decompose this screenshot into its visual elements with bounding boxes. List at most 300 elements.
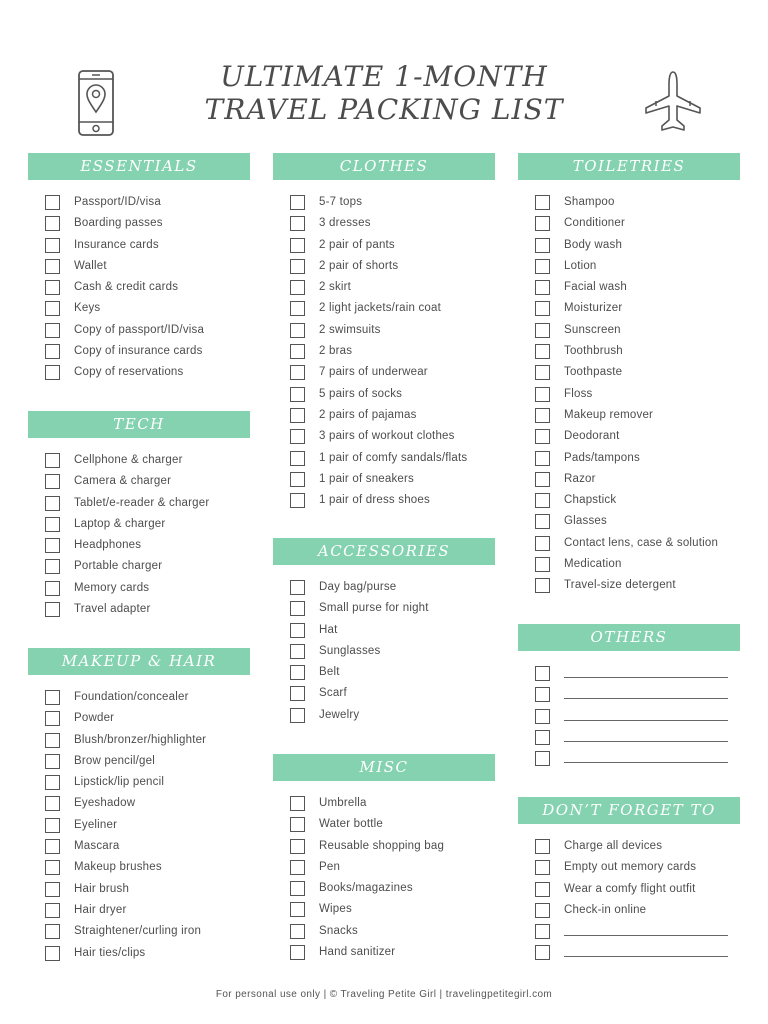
checklist-item-label: Chapstick bbox=[564, 494, 617, 507]
checkbox[interactable] bbox=[45, 754, 60, 769]
checkbox[interactable] bbox=[290, 451, 305, 466]
checklist-item-label: Portable charger bbox=[74, 560, 163, 573]
checklist-item-label: Day bag/purse bbox=[319, 581, 397, 593]
checklist-item bbox=[273, 707, 495, 728]
checklist-item-label: Mascara bbox=[74, 840, 120, 853]
section-toiletries bbox=[518, 153, 740, 592]
checklist-item-label: Cash & credit cards bbox=[74, 281, 179, 294]
checklist-item-label: Water bottle bbox=[319, 818, 383, 831]
checklist bbox=[273, 194, 495, 513]
checkbox[interactable] bbox=[535, 301, 550, 316]
checklist-item bbox=[518, 665, 740, 686]
checklist-item bbox=[518, 237, 740, 258]
checklist-item-label: 2 pair of shorts bbox=[319, 259, 399, 272]
checklist-item-label: 2 pairs of pajamas bbox=[319, 408, 417, 421]
checkbox[interactable] bbox=[45, 690, 60, 705]
checkbox[interactable] bbox=[45, 882, 60, 897]
checklist-item-label: 2 light jackets/rain coat bbox=[319, 302, 441, 315]
checklist-item-label: Straightener/curling iron bbox=[74, 925, 202, 938]
checklist-item bbox=[273, 407, 495, 428]
checkbox[interactable] bbox=[290, 644, 305, 659]
checkbox[interactable] bbox=[45, 733, 60, 748]
checklist-item-label: Toothbrush bbox=[564, 345, 623, 358]
checklist-item-label: Toothpaste bbox=[564, 366, 623, 379]
checklist-item-label: 7 pairs of underwear bbox=[319, 366, 428, 379]
checklist bbox=[518, 665, 740, 771]
checklist-item-label: Headphones bbox=[74, 539, 142, 552]
checkbox[interactable] bbox=[45, 818, 60, 833]
checkbox[interactable] bbox=[535, 839, 550, 854]
checklist-item-label: Deodorant bbox=[564, 430, 620, 443]
checklist-item-label: Eyeliner bbox=[74, 818, 118, 831]
checklist-item-label: Snacks bbox=[319, 924, 358, 937]
checkbox[interactable] bbox=[535, 687, 550, 702]
checkbox[interactable] bbox=[45, 711, 60, 726]
checklist-item-label: Insurance cards bbox=[74, 238, 159, 251]
checkbox[interactable] bbox=[45, 280, 60, 295]
checklist-item bbox=[273, 450, 495, 471]
checklist-item-label: Lipstick/lip pencil bbox=[74, 776, 165, 789]
checklist-item bbox=[28, 838, 250, 859]
checklist-item-label: 2 skirt bbox=[319, 281, 352, 294]
checklist-item bbox=[28, 580, 250, 601]
checkbox[interactable] bbox=[290, 665, 305, 680]
checklist-item bbox=[518, 535, 740, 556]
checklist-item-label: Brow pencil/gel bbox=[74, 754, 155, 767]
checklist-item-label: Makeup remover bbox=[564, 408, 654, 421]
section-clothes bbox=[273, 153, 495, 507]
checkbox[interactable] bbox=[535, 924, 550, 939]
checklist bbox=[28, 194, 250, 386]
checklist-item bbox=[28, 945, 250, 966]
blank-write-in-line[interactable] bbox=[564, 741, 728, 742]
checklist-item bbox=[28, 215, 250, 236]
checklist-item bbox=[518, 556, 740, 577]
checkbox[interactable] bbox=[290, 796, 305, 811]
checklist-item bbox=[273, 579, 495, 600]
checklist-item bbox=[518, 729, 740, 750]
checkbox[interactable] bbox=[290, 686, 305, 701]
checkbox[interactable] bbox=[45, 216, 60, 231]
checkbox[interactable] bbox=[45, 581, 60, 596]
checkbox[interactable] bbox=[290, 323, 305, 338]
checkbox[interactable] bbox=[45, 602, 60, 617]
section-heading: ESSENTIALS bbox=[28, 153, 250, 180]
checklist-item-label: Passport/ID/visa bbox=[74, 196, 161, 208]
checklist-item-label: Facial wash bbox=[564, 281, 627, 294]
checklist-item bbox=[273, 279, 495, 300]
checkbox[interactable] bbox=[45, 323, 60, 338]
checklist-item-label: Copy of passport/ID/visa bbox=[74, 323, 205, 336]
section-heading: DON’T FORGET TO bbox=[518, 797, 740, 824]
checkbox[interactable] bbox=[290, 195, 305, 210]
checklist-item bbox=[273, 428, 495, 449]
checklist-item bbox=[518, 838, 740, 859]
checklist-item-label: Hair dryer bbox=[74, 903, 127, 916]
checklist-item bbox=[518, 322, 740, 343]
checklist-item-label: Glasses bbox=[564, 515, 607, 528]
checklist-item bbox=[28, 753, 250, 774]
section-heading: OTHERS bbox=[518, 624, 740, 651]
checkbox[interactable] bbox=[45, 517, 60, 532]
checklist-item-label: Belt bbox=[319, 666, 340, 679]
checklist-item bbox=[28, 774, 250, 795]
checklist-item bbox=[273, 215, 495, 236]
blank-write-in-line[interactable] bbox=[564, 935, 728, 936]
checklist-item bbox=[28, 258, 250, 279]
checklist-item-label: Boarding passes bbox=[74, 217, 163, 230]
checklist-item bbox=[518, 343, 740, 364]
checklist-item bbox=[28, 881, 250, 902]
checklist-item-label: Foundation/concealer bbox=[74, 691, 189, 703]
checklist-item bbox=[273, 685, 495, 706]
checkbox[interactable] bbox=[535, 882, 550, 897]
checklist-item-label: Medication bbox=[564, 558, 622, 571]
checkbox[interactable] bbox=[45, 496, 60, 511]
checklist-item bbox=[518, 300, 740, 321]
checklist-item bbox=[518, 750, 740, 771]
checklist-item-label: 5-7 tops bbox=[319, 196, 363, 208]
checkbox[interactable] bbox=[290, 881, 305, 896]
checklist-item bbox=[273, 471, 495, 492]
checklist-item bbox=[28, 710, 250, 731]
checklist bbox=[28, 452, 250, 622]
checkbox[interactable] bbox=[290, 429, 305, 444]
checklist-item bbox=[273, 901, 495, 922]
checkbox[interactable] bbox=[290, 387, 305, 402]
checkbox[interactable] bbox=[45, 860, 60, 875]
checklist-item bbox=[518, 386, 740, 407]
checkbox[interactable] bbox=[535, 195, 550, 210]
checklist-item bbox=[518, 686, 740, 707]
checkbox[interactable] bbox=[290, 902, 305, 917]
checklist-item bbox=[28, 923, 250, 944]
checklist-item bbox=[28, 558, 250, 579]
checklist-item bbox=[518, 859, 740, 880]
checklist-item-label: Blush/bronzer/highlighter bbox=[74, 733, 207, 746]
checklist-item bbox=[28, 516, 250, 537]
checklist-item bbox=[28, 194, 250, 215]
checklist-item-label: 2 bras bbox=[319, 345, 353, 358]
checklist-item bbox=[28, 817, 250, 838]
checkbox[interactable] bbox=[535, 387, 550, 402]
checkbox[interactable] bbox=[535, 365, 550, 380]
checkbox[interactable] bbox=[535, 751, 550, 766]
checkbox[interactable] bbox=[45, 796, 60, 811]
checklist-item-label: Travel-size detergent bbox=[564, 579, 676, 592]
checklist-item-label: 1 pair of sneakers bbox=[319, 472, 415, 485]
checklist-item bbox=[518, 215, 740, 236]
checklist-item bbox=[273, 322, 495, 343]
checkbox[interactable] bbox=[290, 493, 305, 508]
checkbox[interactable] bbox=[535, 557, 550, 572]
blank-write-in-line[interactable] bbox=[564, 956, 728, 957]
checkbox[interactable] bbox=[535, 945, 550, 960]
blank-write-in-line[interactable] bbox=[564, 720, 728, 721]
checklist-item bbox=[518, 407, 740, 428]
checklist-item bbox=[273, 838, 495, 859]
checklist-item bbox=[273, 880, 495, 901]
checkbox[interactable] bbox=[45, 365, 60, 380]
checkbox[interactable] bbox=[290, 238, 305, 253]
checkbox[interactable] bbox=[45, 903, 60, 918]
checklist-item bbox=[28, 601, 250, 622]
checklist-item-label: Laptop & charger bbox=[74, 517, 166, 530]
checkbox[interactable] bbox=[535, 238, 550, 253]
checklist-item-label: Travel adapter bbox=[74, 603, 151, 616]
checklist-item-label: 2 pair of pants bbox=[319, 238, 395, 251]
checkbox[interactable] bbox=[535, 344, 550, 359]
checklist-item bbox=[518, 428, 740, 449]
checkbox[interactable] bbox=[290, 365, 305, 380]
checklist-item-label: Hair ties/clips bbox=[74, 946, 146, 959]
checkbox[interactable] bbox=[290, 601, 305, 616]
checklist-item bbox=[28, 732, 250, 753]
checkbox[interactable] bbox=[290, 945, 305, 960]
checklist-item bbox=[28, 495, 250, 516]
checklist bbox=[273, 579, 495, 728]
phone-location-icon bbox=[78, 70, 114, 136]
checklist-item bbox=[273, 643, 495, 664]
checklist-item-label: Small purse for night bbox=[319, 602, 429, 615]
checklist-item-label: Sunscreen bbox=[564, 323, 621, 336]
section-essentials bbox=[28, 153, 250, 379]
checklist-item-label: Books/magazines bbox=[319, 882, 413, 895]
checkbox[interactable] bbox=[45, 538, 60, 553]
checklist-item bbox=[28, 537, 250, 558]
checklist-item bbox=[28, 237, 250, 258]
checklist-item bbox=[273, 237, 495, 258]
checklist-item bbox=[28, 279, 250, 300]
checkbox[interactable] bbox=[45, 453, 60, 468]
checkbox[interactable] bbox=[290, 839, 305, 854]
checklist-item bbox=[273, 386, 495, 407]
checklist-item-label: Hair brush bbox=[74, 882, 130, 895]
checklist-item bbox=[273, 300, 495, 321]
checklist-item bbox=[273, 923, 495, 944]
checklist-item bbox=[518, 923, 740, 944]
checklist bbox=[518, 194, 740, 599]
checklist-item-label: 5 pairs of socks bbox=[319, 387, 403, 400]
checklist-item-label: Reusable shopping bag bbox=[319, 839, 445, 852]
checklist-item bbox=[518, 577, 740, 598]
checklist-item bbox=[273, 622, 495, 643]
checklist-item bbox=[273, 194, 495, 215]
checklist-item-label: Scarf bbox=[319, 687, 347, 700]
checkbox[interactable] bbox=[535, 280, 550, 295]
checklist-item bbox=[273, 258, 495, 279]
checklist-item-label: Copy of reservations bbox=[74, 366, 184, 379]
checkbox[interactable] bbox=[290, 472, 305, 487]
checklist-item bbox=[518, 450, 740, 471]
checklist-item-label: Pen bbox=[319, 860, 341, 873]
checklist-item-label: Hand sanitizer bbox=[319, 946, 396, 959]
checklist-item-label: 1 pair of comfy sandals/flats bbox=[319, 451, 468, 464]
checkbox[interactable] bbox=[535, 259, 550, 274]
checkbox[interactable] bbox=[45, 195, 60, 210]
checkbox[interactable] bbox=[45, 474, 60, 489]
checkbox[interactable] bbox=[535, 216, 550, 231]
checkbox[interactable] bbox=[535, 451, 550, 466]
checklist-item bbox=[28, 322, 250, 343]
checklist-item bbox=[28, 452, 250, 473]
checkbox[interactable] bbox=[535, 903, 550, 918]
checkbox[interactable] bbox=[535, 408, 550, 423]
checklist-item bbox=[28, 364, 250, 385]
checklist-item bbox=[518, 258, 740, 279]
checklist-item-label: Wear a comfy flight outfit bbox=[564, 882, 696, 895]
checklist-item bbox=[28, 902, 250, 923]
checklist-item-label: Powder bbox=[74, 712, 115, 725]
checklist-item bbox=[518, 708, 740, 729]
checklist-item-label: Lotion bbox=[564, 259, 597, 272]
checklist-item-label: Jewelry bbox=[319, 708, 360, 721]
checklist-item-label: Body wash bbox=[564, 238, 623, 251]
checkbox[interactable] bbox=[290, 408, 305, 423]
checkbox[interactable] bbox=[535, 472, 550, 487]
checkbox[interactable] bbox=[535, 730, 550, 745]
checkbox[interactable] bbox=[290, 580, 305, 595]
checklist-item-label: Makeup brushes bbox=[74, 861, 162, 874]
checklist-item-label: Empty out memory cards bbox=[564, 861, 697, 874]
checklist-item-label: Keys bbox=[74, 302, 101, 315]
checklist bbox=[518, 838, 740, 966]
section-heading: MISC bbox=[273, 754, 495, 781]
checkbox[interactable] bbox=[535, 323, 550, 338]
checklist-item bbox=[273, 343, 495, 364]
checklist-item-label: Hat bbox=[319, 623, 338, 636]
checklist-item bbox=[28, 343, 250, 364]
checklist-item-label: Floss bbox=[564, 387, 593, 400]
checkbox[interactable] bbox=[290, 280, 305, 295]
section-makeup-hair bbox=[28, 648, 250, 959]
checkbox[interactable] bbox=[45, 775, 60, 790]
checklist-item-label: Wallet bbox=[74, 259, 107, 272]
checkbox[interactable] bbox=[535, 666, 550, 681]
checklist-item bbox=[518, 944, 740, 965]
checklist-item bbox=[273, 816, 495, 837]
checklist-item-label: 3 pairs of workout clothes bbox=[319, 430, 455, 443]
checkbox[interactable] bbox=[535, 709, 550, 724]
checkbox[interactable] bbox=[290, 860, 305, 875]
checkbox[interactable] bbox=[290, 924, 305, 939]
checklist-item-label: Cellphone & charger bbox=[74, 454, 183, 466]
checklist-item-label: Contact lens, case & solution bbox=[564, 536, 719, 549]
checkbox[interactable] bbox=[45, 924, 60, 939]
checklist-item bbox=[518, 513, 740, 534]
section-heading: MAKEUP & HAIR bbox=[28, 648, 250, 675]
checkbox[interactable] bbox=[535, 578, 550, 593]
checklist-item bbox=[273, 600, 495, 621]
checklist-item bbox=[273, 944, 495, 965]
checklist-item bbox=[273, 664, 495, 685]
checkbox[interactable] bbox=[45, 946, 60, 961]
section-tech bbox=[28, 411, 250, 616]
checklist-item bbox=[273, 859, 495, 880]
airplane-icon bbox=[644, 70, 702, 134]
section-heading: TECH bbox=[28, 411, 250, 438]
checkbox[interactable] bbox=[535, 536, 550, 551]
checklist-item bbox=[518, 194, 740, 215]
section-others bbox=[518, 624, 740, 651]
footer-credit: For personal use only | © Traveling Petite Girl | travelingpetitegirl.com bbox=[215, 989, 553, 1000]
checkbox[interactable] bbox=[535, 514, 550, 529]
checklist-item bbox=[28, 300, 250, 321]
checkbox[interactable] bbox=[45, 259, 60, 274]
checklist-item-label: Charge all devices bbox=[564, 840, 663, 852]
checklist-item-label: Pads/tampons bbox=[564, 451, 640, 464]
page-title bbox=[150, 60, 618, 126]
checkbox[interactable] bbox=[535, 429, 550, 444]
section-misc bbox=[273, 754, 495, 959]
checklist-item bbox=[518, 881, 740, 902]
checklist-item-label: Sunglasses bbox=[319, 644, 381, 657]
section-heading: TOILETRIES bbox=[518, 153, 740, 180]
checkbox[interactable] bbox=[535, 493, 550, 508]
checkbox[interactable] bbox=[45, 839, 60, 854]
checklist-item-label: Moisturizer bbox=[564, 302, 623, 315]
checklist-item-label: Conditioner bbox=[564, 217, 626, 230]
checklist-item bbox=[518, 364, 740, 385]
checkbox[interactable] bbox=[45, 344, 60, 359]
checklist-item bbox=[28, 689, 250, 710]
checklist-item-label: Copy of insurance cards bbox=[74, 345, 203, 358]
checkbox[interactable] bbox=[290, 301, 305, 316]
checklist-item-label: Camera & charger bbox=[74, 475, 172, 488]
checkbox[interactable] bbox=[45, 559, 60, 574]
checkbox[interactable] bbox=[290, 259, 305, 274]
blank-write-in-line[interactable] bbox=[564, 762, 728, 763]
section-heading: ACCESSORIES bbox=[273, 538, 495, 565]
checklist bbox=[28, 689, 250, 966]
blank-write-in-line[interactable] bbox=[564, 698, 728, 699]
section-accessories bbox=[273, 538, 495, 721]
checklist-item bbox=[28, 473, 250, 494]
checklist-item-label: 3 dresses bbox=[319, 217, 371, 230]
checkbox[interactable] bbox=[290, 817, 305, 832]
checklist-item-label: Tablet/e-reader & charger bbox=[74, 496, 210, 509]
checklist-item-label: Shampoo bbox=[564, 196, 615, 208]
checkbox[interactable] bbox=[290, 708, 305, 723]
checklist-item-label: 1 pair of dress shoes bbox=[319, 494, 430, 507]
checklist-item bbox=[518, 902, 740, 923]
section-dont-forget bbox=[518, 797, 740, 916]
blank-write-in-line[interactable] bbox=[564, 677, 728, 678]
checklist-item bbox=[273, 795, 495, 816]
checklist-item-label: Check-in online bbox=[564, 903, 647, 916]
checklist-item bbox=[518, 492, 740, 513]
checklist-item bbox=[28, 859, 250, 880]
checkbox[interactable] bbox=[535, 860, 550, 875]
checklist-item bbox=[518, 471, 740, 492]
title-line-1: ULTIMATE 1-MONTH bbox=[220, 60, 548, 93]
section-heading: CLOTHES bbox=[273, 153, 495, 180]
checklist-item bbox=[518, 279, 740, 300]
checklist-item-label: Eyeshadow bbox=[74, 797, 136, 810]
checkbox[interactable] bbox=[45, 301, 60, 316]
checklist-item-label: Memory cards bbox=[74, 581, 150, 594]
checklist-item-label: 2 swimsuits bbox=[319, 323, 381, 336]
checklist bbox=[273, 795, 495, 965]
checklist-item bbox=[273, 492, 495, 513]
checkbox[interactable] bbox=[45, 238, 60, 253]
checkbox[interactable] bbox=[290, 623, 305, 638]
checklist-item bbox=[273, 364, 495, 385]
checklist-item bbox=[28, 795, 250, 816]
checklist-item-label: Wipes bbox=[319, 903, 352, 916]
checkbox[interactable] bbox=[290, 216, 305, 231]
checkbox[interactable] bbox=[290, 344, 305, 359]
